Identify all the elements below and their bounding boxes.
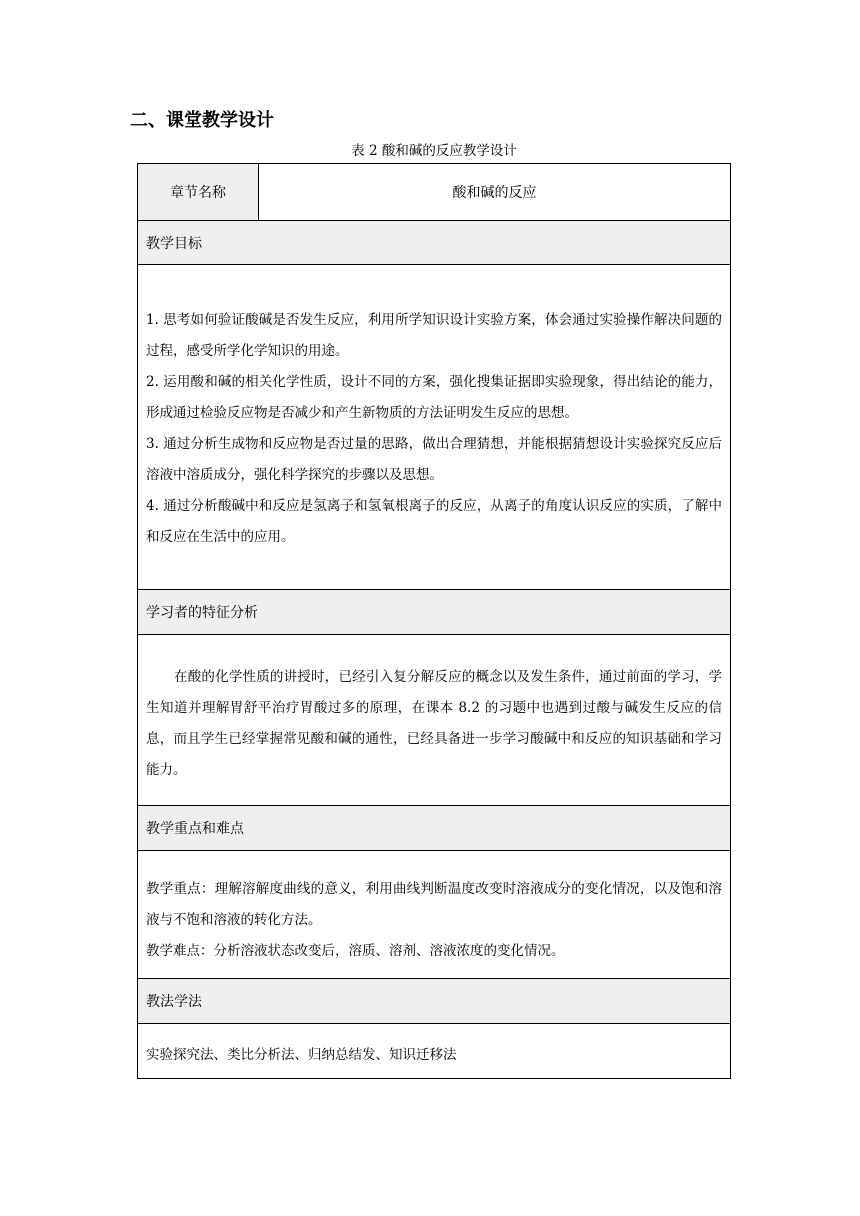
chapter-value: 酸和碱的反应 bbox=[452, 185, 537, 201]
goals-heading: 教学目标 bbox=[138, 221, 730, 265]
goal-item: 3. 通过分析生成物和反应物是否过量的思路，做出合理猜想，并能根据猜想设计实验探究反应后溶液中溶质成分，强化科学探究的步骤以及思想。 bbox=[146, 436, 722, 483]
goals-body bbox=[138, 265, 730, 590]
section-heading: 二、课堂教学设计 bbox=[130, 110, 274, 131]
goal-item: 1. 思考如何验证酸碱是否发生反应，利用所学知识设计实验方案，体会通过实验操作解决问题的过程，感受所学化学知识的用途。 bbox=[146, 312, 722, 359]
methods-text: 实验探究法、类比分析法、归纳总结发、知识迁移法 bbox=[146, 1047, 457, 1063]
methods-body bbox=[138, 1024, 730, 1079]
chapter-row bbox=[138, 164, 730, 221]
learner-text: 在酸的化学性质的讲授时，已经引入复分解反应的概念以及发生条件，通过前面的学习，学生知道并理解胃舒平治疗胃酸过多的原理，在课本 8.2 的习题中也遇到过酸与碱发生反应的信息，而且学生已经掌握常见酸和碱的通性，已经具备进一步学习酸碱中和反应的知识基础和学习能力。 bbox=[146, 669, 722, 778]
goal-item: 4. 通过分析酸碱中和反应是氢离子和氢氧根离子的反应，从离子的角度认识反应的实质，了解中和反应在生活中的应用。 bbox=[146, 498, 722, 545]
learner-heading: 学习者的特征分析 bbox=[138, 590, 730, 635]
methods-heading: 教法学法 bbox=[138, 979, 730, 1024]
teaching-focus: 教学重点：理解溶解度曲线的意义，利用曲线判断温度改变时溶液成分的变化情况，以及饱和溶液与不饱和溶液的转化方法。 bbox=[146, 881, 722, 928]
goal-item: 2. 运用酸和碱的相关化学性质，设计不同的方案，强化搜集证据即实验现象，得出结论的能力，形成通过检验反应物是否减少和产生新物质的方法证明发生反应的思想。 bbox=[146, 374, 722, 421]
chapter-label: 章节名称 bbox=[138, 164, 259, 220]
key-points-body bbox=[138, 851, 730, 979]
teaching-difficulty: 教学难点：分析溶液状态改变后，溶质、溶剂、溶液浓度的变化情况。 bbox=[146, 943, 565, 959]
key-points-heading: 教学重点和难点 bbox=[138, 806, 730, 851]
learner-body bbox=[138, 635, 730, 806]
teaching-design-table bbox=[137, 163, 731, 1079]
table-caption: 表 2 酸和碱的反应教学设计 bbox=[351, 143, 517, 159]
